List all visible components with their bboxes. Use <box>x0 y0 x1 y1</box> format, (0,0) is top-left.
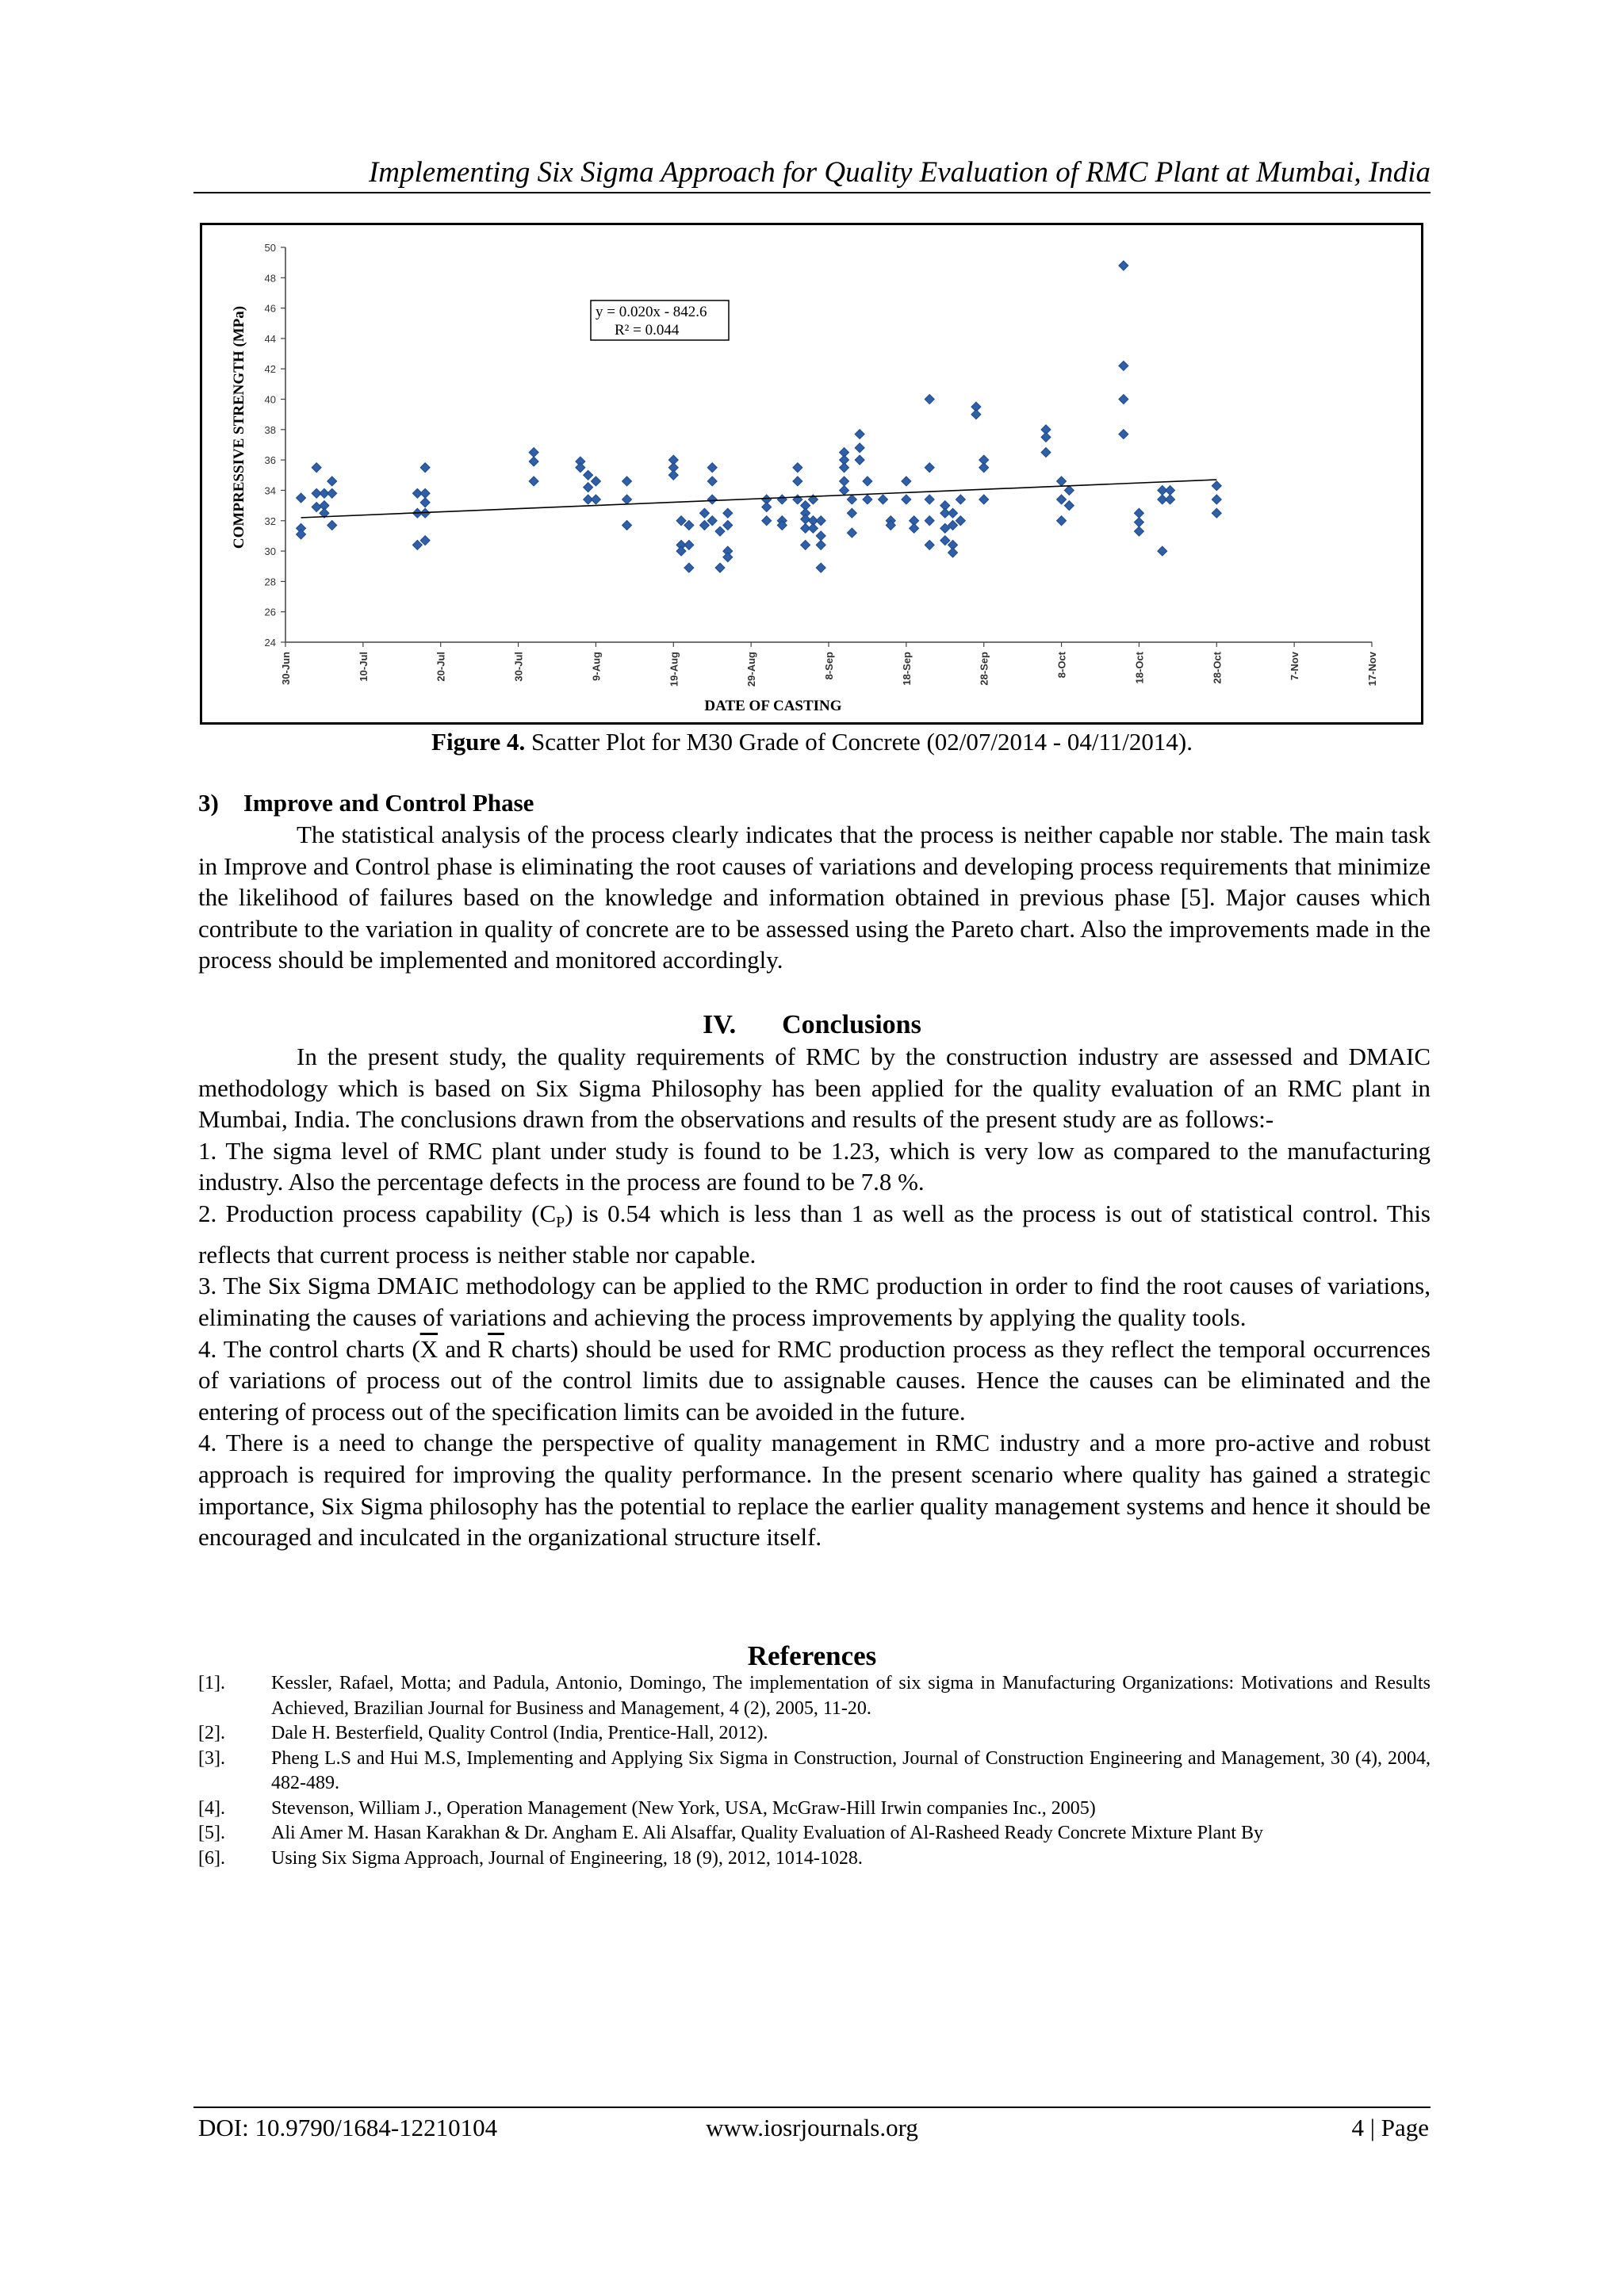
x-tick-label: 8-Oct <box>1055 652 1068 679</box>
x-tick-label: 29-Aug <box>745 652 758 687</box>
data-point <box>676 546 686 556</box>
x-tick-label: 30-Jun <box>280 652 292 685</box>
data-point <box>1212 508 1221 518</box>
data-point <box>1134 526 1143 536</box>
data-point <box>715 526 725 536</box>
r-bar-symbol: $\overline{R}$ <box>488 1334 504 1363</box>
x-tick-label: 28-Sep <box>978 652 990 686</box>
data-point <box>707 495 717 504</box>
data-point <box>979 463 989 473</box>
trendline-label-box <box>591 300 729 340</box>
reference-number: [6]. <box>198 1847 225 1869</box>
x-tick-label: 28-Oct <box>1211 652 1224 684</box>
data-point <box>801 540 810 549</box>
y-tick-label: 24 <box>264 637 276 649</box>
data-point <box>879 495 888 504</box>
figure-caption-text: Scatter Plot for M30 Grade of Concrete (02/07/2014 - 04/11/2014). <box>531 728 1193 756</box>
footer-website[interactable]: www.iosrjournals.org <box>706 2114 918 2141</box>
chart-trendline-layer <box>301 480 1217 518</box>
improve-control-text: The statistical analysis of the process clearly indicates that the process is neither capable nor stable. The main task in Improve and Control phase is eliminating the root causes of variations and developing process requirements that minimize the likelihood of failures based on the knowledge and information obtained in previous phase [5]. Major causes which contribute to the variation in quality of concrete are to be assessed using the Pareto chart. Also the improvements made in the process should be implemented and monitored accordingly. <box>198 821 1431 974</box>
data-point <box>715 563 725 572</box>
y-tick-label: 28 <box>264 576 276 588</box>
chart-y-axis-label: COMPRESSIVE STRENGTH (MPa) <box>231 305 247 549</box>
data-point <box>622 476 632 486</box>
data-point <box>840 485 849 495</box>
data-point <box>816 516 825 526</box>
conclusion-item-4-and: and <box>438 1334 488 1363</box>
trendline-equation: y = 0.020x - 842.6 <box>596 304 707 320</box>
data-point <box>925 540 934 549</box>
data-point <box>312 463 321 473</box>
running-title: Implementing Six Sigma Approach for Quality Evaluation of RMC Plant at Mumbai, India <box>368 156 1431 189</box>
chart-points <box>297 261 1222 572</box>
chart-x-axis-label: DATE OF CASTING <box>704 698 842 714</box>
data-point <box>676 516 686 526</box>
reference-item <box>198 1721 1431 1747</box>
data-point <box>816 563 825 572</box>
figure-4-frame <box>200 223 1423 725</box>
reference-text: Kessler, Rafael, Motta; and Padula, Antonio, Domingo, The implementation of six sigma in Manufacturing Organizations: Motivations and Results Achieved, Brazilian Journal for Business and Management, 4 (2), 2005, 11-20. <box>271 1673 1431 1719</box>
data-point <box>297 530 306 539</box>
conclusion-item-2-end: ) is 0.54 which is less than 1 as well as the process is out of statistical control. This reflects that current process is neither stable nor capable. <box>198 1199 1431 1269</box>
trendline-r-squared: R² = 0.044 <box>615 322 680 339</box>
conclusion-item-4 <box>198 1334 1431 1428</box>
x-tick-label: 7-Nov <box>1289 652 1301 681</box>
conclusions-number: IV. <box>703 1010 737 1039</box>
reference-item <box>198 1671 1431 1721</box>
references-list <box>198 1671 1431 1871</box>
data-point <box>948 508 958 518</box>
data-point <box>793 476 802 486</box>
reference-item <box>198 1846 1431 1872</box>
data-point <box>1166 495 1175 504</box>
data-point <box>863 495 872 504</box>
conclusion-item-3: 3. The Six Sigma DMAIC methodology can be applied to the RMC production in order to find the root causes of variations, eliminating the causes of variations and achieving the process improvements by applying the quality tools. <box>198 1272 1431 1331</box>
conclusion-item-5: 4. There is a need to change the perspective of quality management in RMC industry and a more pro-active and robust approach is required for improving the quality performance. In the present scenario where quality has gained a strategic importance, Six Sigma philosophy has the potential to replace the earlier quality management systems and hence it should be encouraged and inculcated in the organizational structure itself. <box>198 1429 1431 1552</box>
y-tick-label: 48 <box>264 272 276 285</box>
reference-text: Using Six Sigma Approach, Journal of Engineering, 18 (9), 2012, 1014-1028. <box>271 1847 863 1869</box>
data-point <box>297 493 306 503</box>
data-point <box>591 495 600 504</box>
y-tick-label: 26 <box>264 606 276 618</box>
data-point <box>312 503 321 512</box>
data-point <box>1134 508 1143 518</box>
footer-doi: DOI: 10.9790/1684-12210104 <box>198 2114 498 2141</box>
conclusions-heading <box>193 1008 1431 1043</box>
data-point <box>327 521 337 530</box>
y-tick-label: 40 <box>264 393 276 406</box>
reference-item <box>198 1747 1431 1797</box>
data-point <box>1212 495 1221 504</box>
data-point <box>420 488 430 498</box>
data-point <box>925 495 934 504</box>
conclusion-item-4-end: charts) should be used for RMC production process as they reflect the temporal occurrences of variations of process out of the control limits due to assignable causes. Hence the causes can be eliminated and the entering of process out of the specification limits can be avoided in the future. <box>198 1334 1431 1425</box>
improve-control-heading: 3) Improve and Control Phase <box>198 789 534 817</box>
data-point <box>529 448 538 457</box>
data-point <box>971 410 981 419</box>
figure-caption <box>193 726 1431 758</box>
data-point <box>1057 516 1067 526</box>
data-point <box>584 470 593 480</box>
data-point <box>1041 432 1051 442</box>
data-point <box>762 516 772 526</box>
conclusion-item-1: 1. The sigma level of RMC plant under study is found to be 1.23, which is very low as compared to the manufacturing industry. Also the percentage defects in the process are found to be 7.8 %. <box>198 1136 1431 1196</box>
x-bar-symbol: $\overline{X}$ <box>419 1334 439 1363</box>
x-tick-label: 9-Aug <box>590 652 603 681</box>
reference-number: [3]. <box>198 1747 225 1769</box>
reference-number: [4]. <box>198 1797 225 1819</box>
data-point <box>948 548 958 557</box>
references-heading: References <box>747 1640 877 1671</box>
x-tick-label: 18-Oct <box>1133 652 1146 684</box>
y-tick-label: 30 <box>264 545 276 558</box>
improve-control-paragraph <box>198 819 1431 976</box>
data-point <box>840 476 849 486</box>
data-point <box>529 457 538 466</box>
reference-item <box>198 1821 1431 1846</box>
data-point <box>979 495 989 504</box>
data-point <box>591 476 600 486</box>
data-point <box>420 536 430 545</box>
data-point <box>940 536 950 545</box>
x-tick-label: 10-Jul <box>357 652 370 682</box>
data-point <box>762 503 772 512</box>
data-point <box>847 528 856 538</box>
y-tick-label: 46 <box>264 302 276 315</box>
y-tick-label: 36 <box>264 454 276 467</box>
data-point <box>793 463 802 473</box>
conclusion-item-4-start: 4. The control charts ( <box>198 1334 420 1363</box>
footer-page-number: 4 | Page <box>1351 2114 1429 2141</box>
data-point <box>622 521 632 530</box>
data-point <box>808 523 818 533</box>
data-point <box>668 470 678 480</box>
conclusions-body <box>198 1041 1431 1553</box>
y-tick-label: 38 <box>264 423 276 436</box>
data-point <box>707 463 717 473</box>
data-point <box>847 508 856 518</box>
chart-axes <box>265 242 1378 687</box>
data-point <box>622 495 632 504</box>
figure-caption-label: Figure 4. <box>431 728 526 756</box>
data-point <box>723 521 733 530</box>
x-tick-label: 8-Sep <box>823 652 835 680</box>
y-tick-label: 50 <box>264 242 276 254</box>
data-point <box>1119 361 1128 370</box>
data-point <box>855 455 864 465</box>
data-point <box>801 515 810 524</box>
data-point <box>956 516 965 526</box>
y-tick-label: 42 <box>264 363 276 376</box>
reference-number: [2]. <box>198 1723 225 1743</box>
conclusion-item-2 <box>198 1198 1431 1270</box>
x-tick-label: 30-Jul <box>512 652 525 682</box>
conclusion-item-2-start: 2. Production process capability (C <box>198 1199 557 1227</box>
footer-rule <box>193 2107 1431 2108</box>
reference-item <box>198 1797 1431 1822</box>
conclusions-title: Conclusions <box>782 1010 921 1039</box>
data-point <box>707 476 717 486</box>
y-tick-label: 34 <box>264 484 276 497</box>
reference-text: Pheng L.S and Hui M.S, Implementing and Applying Six Sigma in Construction, Journal of Construction Engineering and Management, 30 (4), 2004, 482-489. <box>271 1747 1431 1793</box>
data-point <box>412 540 422 549</box>
data-point <box>855 443 864 453</box>
reference-number: [5]. <box>198 1823 225 1843</box>
data-point <box>420 463 430 473</box>
y-tick-label: 44 <box>264 332 276 345</box>
data-point <box>925 395 934 404</box>
data-point <box>777 495 787 504</box>
scatter-chart <box>202 225 1421 722</box>
data-point <box>327 488 337 498</box>
data-point <box>1119 430 1128 439</box>
header-rule <box>193 192 1431 193</box>
data-point <box>723 553 733 562</box>
data-point <box>576 463 585 473</box>
data-point <box>910 523 919 533</box>
data-point <box>420 498 430 507</box>
data-point <box>1057 495 1067 504</box>
data-point <box>723 508 733 518</box>
data-point <box>902 495 911 504</box>
x-tick-label: 17-Nov <box>1366 652 1378 687</box>
data-point <box>684 540 694 549</box>
y-tick-label: 32 <box>264 515 276 527</box>
data-point <box>1166 485 1175 495</box>
data-point <box>816 531 825 541</box>
data-point <box>793 495 802 504</box>
data-point <box>1119 395 1128 404</box>
trendline <box>301 480 1217 518</box>
conclusions-intro: In the present study, the quality requirements of RMC by the construction industry are assessed and DMAIC methodology which is based on Six Sigma Philosophy has been applied for the quality evaluation of an RMC plant in Mumbai, India. The conclusions drawn from the observations and results of the present study are as follows:- <box>198 1043 1431 1134</box>
data-point <box>684 563 694 572</box>
data-point <box>1057 476 1067 486</box>
data-point <box>925 463 934 473</box>
data-point <box>1041 448 1051 457</box>
data-point <box>707 516 717 526</box>
reference-text: Ali Amer M. Hasan Karakhan & Dr. Angham E. Ali Alsaffar, Quality Evaluation of Al-Rasheed Ready Concrete Mixture Plant By <box>271 1823 1264 1843</box>
data-point <box>529 476 538 486</box>
data-point <box>1064 501 1074 511</box>
data-point <box>584 483 593 492</box>
data-point <box>1134 518 1143 527</box>
data-point <box>902 476 911 486</box>
data-point <box>816 540 825 549</box>
data-point <box>699 508 709 518</box>
data-point <box>956 495 965 504</box>
data-point <box>855 430 864 439</box>
reference-text: Dale H. Besterfield, Quality Control (India, Prentice-Hall, 2012). <box>271 1723 768 1743</box>
data-point <box>847 495 856 504</box>
data-point <box>840 463 849 473</box>
x-tick-label: 19-Aug <box>668 652 680 687</box>
data-point <box>863 476 872 486</box>
data-point <box>925 516 934 526</box>
data-point <box>327 476 337 486</box>
data-point <box>1212 481 1221 491</box>
reference-number: [1]. <box>198 1673 225 1693</box>
x-tick-label: 18-Sep <box>900 652 913 686</box>
data-point <box>1119 261 1128 270</box>
data-point <box>684 521 694 530</box>
data-point <box>1064 485 1074 495</box>
data-point <box>1158 546 1167 556</box>
data-point <box>699 521 709 530</box>
conclusion-item-2-subscript: P <box>556 1214 565 1232</box>
x-tick-label: 20-Jul <box>435 652 447 682</box>
reference-text: Stevenson, William J., Operation Management (New York, USA, McGraw-Hill Irwin companies Inc., 2005) <box>271 1797 1096 1819</box>
